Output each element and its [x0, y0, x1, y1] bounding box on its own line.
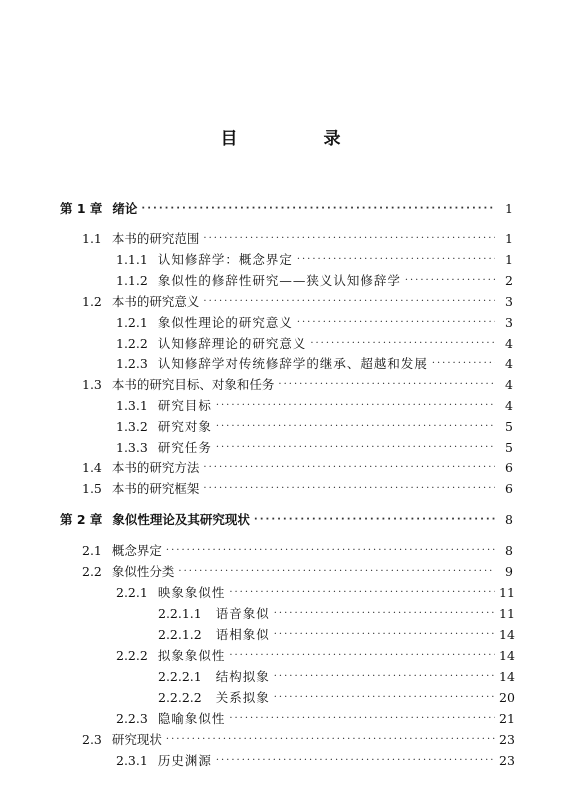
toc-entry-number: 2.2.2.2	[158, 690, 202, 705]
toc-entry-page: 4	[505, 398, 513, 413]
toc-entry-page: 5	[505, 419, 513, 434]
toc-entry-page: 3	[505, 315, 513, 330]
dot-leader	[274, 625, 495, 645]
toc-entry-number: 1.3.3	[116, 440, 148, 455]
toc-entry-page: 2	[505, 273, 513, 288]
dot-leader	[216, 751, 495, 771]
toc-entry[interactable]	[82, 562, 513, 582]
toc-entry[interactable]	[116, 271, 513, 291]
toc-entry[interactable]	[116, 417, 513, 437]
toc-entry-number: 2.3.1	[116, 753, 148, 768]
toc-entry[interactable]	[116, 709, 513, 729]
dot-leader	[203, 458, 495, 478]
toc-entry-label: 本书的研究范围	[111, 231, 200, 246]
toc-entry-label: 象似性的修辞性研究——狭义认知修辞学	[157, 273, 401, 288]
dot-leader	[166, 730, 495, 750]
toc-entry-label: 隐喻象似性	[157, 711, 226, 726]
dot-leader	[405, 271, 495, 291]
toc-entry-number: 1.2.2	[116, 336, 148, 351]
toc-chapter-entry[interactable]	[60, 199, 513, 219]
toc-entry[interactable]	[116, 250, 513, 270]
dot-leader	[216, 417, 495, 437]
toc-entry-page: 6	[505, 481, 513, 496]
toc-entry-page: 4	[505, 377, 513, 392]
dot-leader	[432, 354, 495, 374]
toc-entry-label: 象似性分类	[111, 564, 175, 579]
toc-entry-label: 历史渊源	[157, 753, 212, 768]
toc-entry-page: 1	[505, 201, 513, 216]
toc-entry-page: 8	[505, 543, 513, 558]
toc-entry-label: 象似性理论的研究意义	[157, 315, 293, 330]
toc-entry[interactable]	[158, 625, 513, 645]
toc-entry-page: 21	[499, 711, 515, 726]
toc-entry-number: 1.2	[82, 294, 102, 309]
dot-leader	[229, 646, 495, 666]
toc-entry-page: 1	[505, 231, 513, 246]
toc-entry-number: 1.1	[82, 231, 102, 246]
toc-entry[interactable]	[116, 583, 513, 603]
toc-entry-label: 研究目标	[157, 398, 212, 413]
toc-entry-page: 9	[505, 564, 513, 579]
page-title: 目 录	[220, 129, 381, 149]
toc-entry-page: 20	[499, 690, 515, 705]
toc-chapter-entry[interactable]	[60, 510, 513, 530]
toc-entry-number: 1.4	[82, 460, 102, 475]
toc-entry[interactable]	[116, 334, 513, 354]
toc-entry[interactable]	[158, 688, 513, 708]
dot-leader	[229, 583, 495, 603]
toc-entry-page: 5	[505, 440, 513, 455]
toc-entry-number: 2.2.3	[116, 711, 148, 726]
toc-entry-page: 8	[505, 512, 513, 527]
toc-entry-number: 2.2.1	[116, 585, 148, 600]
toc-entry-number: 2.1	[82, 543, 102, 558]
toc-entry-label: 认知修辞学：概念界定	[157, 252, 293, 267]
toc-entry-page: 23	[499, 732, 515, 747]
toc-entry[interactable]	[116, 396, 513, 416]
toc-entry-page: 14	[499, 648, 515, 663]
toc-entry-number: 第 2 章	[60, 512, 103, 527]
toc-entry-label: 本书的研究方法	[111, 460, 200, 475]
toc-entry[interactable]	[116, 354, 513, 374]
toc-entry-label: 拟象象似性	[157, 648, 226, 663]
toc-entry-page: 14	[499, 627, 515, 642]
toc-entry-page: 3	[505, 294, 513, 309]
toc-entry-label: 研究任务	[157, 440, 212, 455]
dot-leader	[297, 250, 495, 270]
toc-entry-label: 概念界定	[111, 543, 162, 558]
toc-entry-label: 语相象似	[215, 627, 270, 642]
toc-entry-number: 1.2.1	[116, 315, 148, 330]
toc-entry[interactable]	[158, 604, 513, 624]
dot-leader	[203, 292, 495, 312]
toc-entry-label: 结构拟象	[215, 669, 270, 684]
dot-leader	[141, 199, 495, 219]
toc-entry-number: 1.3.1	[116, 398, 148, 413]
toc-entry-number: 1.5	[82, 481, 102, 496]
toc-entry-label: 认知修辞学对传统修辞学的继承、超越和发展	[157, 356, 428, 371]
dot-leader	[229, 709, 495, 729]
dot-leader	[203, 479, 495, 499]
dot-leader	[254, 510, 495, 530]
toc-entry-label: 映象象似性	[157, 585, 226, 600]
toc-entry[interactable]	[116, 313, 513, 333]
toc-entry[interactable]	[82, 458, 513, 478]
toc-entry[interactable]	[82, 541, 513, 561]
toc-entry-label: 关系拟象	[215, 690, 270, 705]
toc-entry-number: 1.1.2	[116, 273, 148, 288]
dot-leader	[203, 229, 495, 249]
toc-entry-number: 第 1 章	[60, 201, 103, 216]
toc-entry-number: 2.2.1.1	[158, 606, 202, 621]
toc-entry-number: 2.2.2	[116, 648, 148, 663]
toc-entry-page: 4	[505, 336, 513, 351]
dot-leader	[178, 562, 495, 582]
dot-leader	[310, 334, 495, 354]
toc-entry-label: 本书的研究框架	[111, 481, 200, 496]
toc-entry[interactable]	[116, 646, 513, 666]
toc-entry-number: 2.3	[82, 732, 102, 747]
dot-leader	[297, 313, 495, 333]
dot-leader	[278, 375, 495, 395]
toc-entry-label: 认知修辞理论的研究意义	[157, 336, 307, 351]
toc-entry[interactable]	[82, 292, 513, 312]
toc-entry-number: 2.2	[82, 564, 102, 579]
toc-entry-page: 11	[499, 585, 515, 600]
toc-entry-number: 2.2.1.2	[158, 627, 202, 642]
toc-entry-label: 语音象似	[215, 606, 270, 621]
toc-entry-number: 1.3	[82, 377, 102, 392]
dot-leader	[216, 396, 495, 416]
dot-leader	[274, 688, 495, 708]
toc-entry[interactable]	[82, 229, 513, 249]
toc-entry[interactable]	[116, 751, 513, 771]
toc-entry-page: 6	[505, 460, 513, 475]
dot-leader	[274, 667, 495, 687]
toc-entry-label: 绪论	[112, 201, 138, 216]
toc-entry-page: 4	[505, 356, 513, 371]
toc-entry-page: 14	[499, 669, 515, 684]
toc-entry[interactable]	[82, 730, 513, 750]
dot-leader	[166, 541, 495, 561]
toc-entry[interactable]	[82, 375, 513, 395]
toc-entry[interactable]	[158, 667, 513, 687]
toc-entry[interactable]	[82, 479, 513, 499]
toc-entry-label: 本书的研究目标、对象和任务	[111, 377, 275, 392]
toc-entry-number: 1.1.1	[116, 252, 148, 267]
toc-entry-page: 1	[505, 252, 513, 267]
toc-entry-page: 23	[499, 753, 515, 768]
toc-entry-page: 11	[499, 606, 515, 621]
toc-entry-number: 2.2.2.1	[158, 669, 202, 684]
toc-entry-label: 研究现状	[111, 732, 162, 747]
toc-entry-label: 本书的研究意义	[111, 294, 200, 309]
toc-entry-label: 象似性理论及其研究现状	[112, 512, 250, 527]
toc-entry-label: 研究对象	[157, 419, 212, 434]
dot-leader	[274, 604, 495, 624]
dot-leader	[216, 438, 495, 458]
toc-entry-number: 1.3.2	[116, 419, 148, 434]
toc-entry[interactable]	[116, 438, 513, 458]
toc-entry-number: 1.2.3	[116, 356, 148, 371]
